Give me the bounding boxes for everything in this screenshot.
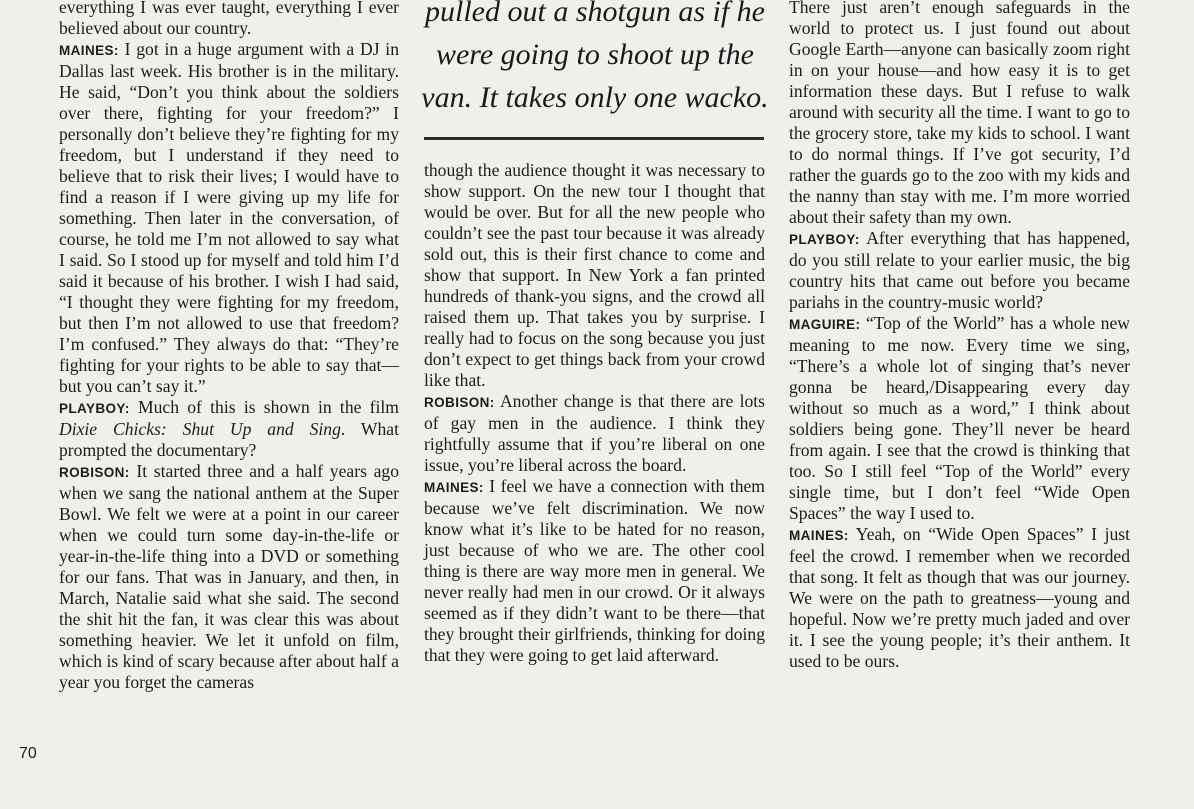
- pull-quote: pulled out a shotgun as if he were going to shoot up the van. It takes only one wacko.: [421, 0, 769, 114]
- speaker-label: MAINES:: [59, 43, 119, 58]
- paragraph: ROBISON: Another change is that there are lots of gay men in the audience. I think they rightfully assume that if you’re liberal on one issue, you’re liberal across the board.: [424, 391, 765, 475]
- paragraph: MAINES: I got in a huge argument with a DJ in Dallas last week. His brother is in the military. He said, “Don’t you think about the soldiers over there, fighting for your freedom?” I personally don’t believe they’re fighting for my freedom, but I understand if they need to believe that to risk their lives; I would have to find a reason if I were giving up my life for something. Then later in the conversation, of course, he told me I’m not allowed to say what I said. So I stood up for myself and told him I’d said it because of his brother. I wish I had said, “I thought they were fighting for my freedom, but then I’m not allowed to use that freedom? I’m confused.” They always do that: “They’re fighting for your rights to be able to say that—but you can’t say it.”: [59, 39, 399, 396]
- speaker-label: MAINES:: [424, 480, 484, 495]
- paragraph: MAINES: Yeah, on “Wide Open Spaces” I just feel the crowd. I remember when we recorded that song. It felt as though that was our journey. We were on the path to greatness—young and hopeful. Now we’re pretty much jaded and over it. I see the young people; it’s their anthem. It used to be ours.: [789, 524, 1130, 671]
- pull-quote-rule: [424, 137, 764, 140]
- paragraph: PLAYBOY: Much of this is shown in the film Dixie Chicks: Shut Up and Sing. What prompted the documentary?: [59, 397, 399, 460]
- paragraph: though the audience thought it was necessary to show support. On the new tour I thought that would be over. But for all the new people who couldn’t see the past tour because it was already sold out, this is their first chance to come and show that support. In New York a fan printed hundreds of thank-you signs, and the crowd all raised them up. That takes you by surprise. I really had to focus on the song because you just don’t expect to get things back from your crowd like that.: [424, 160, 765, 390]
- paragraph: There just aren’t enough safeguards in the world to protect us. I just found out about Google Earth—anyone can basically zoom right in on your house—and how easy it is to get information these days. But I refuse to walk around with security all the time. I want to go to the grocery store, take my kids to school. I want to do normal things. If I’ve got security, I’d rather the guards go to the zoo with my kids and the nanny than stay with me. I’m more worried about their safety than my own.: [789, 0, 1130, 227]
- article-column-1: [59, 0, 399, 693]
- page-number: 70: [19, 745, 37, 762]
- paragraph: ROBISON: It started three and a half years ago when we sang the national anthem at the Super Bowl. We felt we were at a point in our career when we could turn some day-in-the-life or year-in-the-life thing into a DVD or something for our fans. That was in January, and then, in March, Natalie said what she said. The second the shit hit the fan, it was clear this was about something heavier. We let it unfold on film, which is kind of scary because after about half a year you forget the cameras: [59, 461, 400, 692]
- speaker-label: PLAYBOY:: [59, 401, 130, 416]
- article-column-3: [789, 0, 1130, 672]
- speaker-label: PLAYBOY:: [789, 232, 860, 247]
- film-title: Dixie Chicks: Shut Up and Sing: [59, 419, 341, 439]
- paragraph: MAINES: I feel we have a connection with them because we’ve felt discrimination. We now know what it’s like to be hated for no reason, just because of who we are. The other cool thing is there are way more men in general. We never really had men in our crowd. Or it always seemed as if they didn’t want to be there—that they brought their girlfriends, thinking for doing that they were going to get laid afterward.: [424, 476, 765, 665]
- speaker-label: MAINES:: [789, 528, 849, 543]
- speaker-label: ROBISON:: [424, 395, 495, 410]
- speaker-label: MAGUIRE:: [789, 317, 861, 332]
- paragraph: MAGUIRE: “Top of the World” has a whole new meaning to me now. Every time we sing, “There’s a whole lot of singing that’s never gonna be heard,/Disappearing every day without so much as a word,” I think about soldiers being gone. They’ll never be heard from again. I see that the crowd is thinking that too. So I still feel “Top of the World” every single time, but I don’t feel “Wide Open Spaces” the way I used to.: [789, 313, 1130, 523]
- paragraph: everything I was ever taught, everything I ever believed about our country.: [59, 0, 399, 38]
- speaker-label: ROBISON:: [59, 465, 130, 480]
- paragraph: PLAYBOY: After everything that has happened, do you still relate to your earlier music, the big country hits that came out before you became pariahs in the country-music world?: [789, 228, 1130, 312]
- article-column-2: [424, 160, 765, 666]
